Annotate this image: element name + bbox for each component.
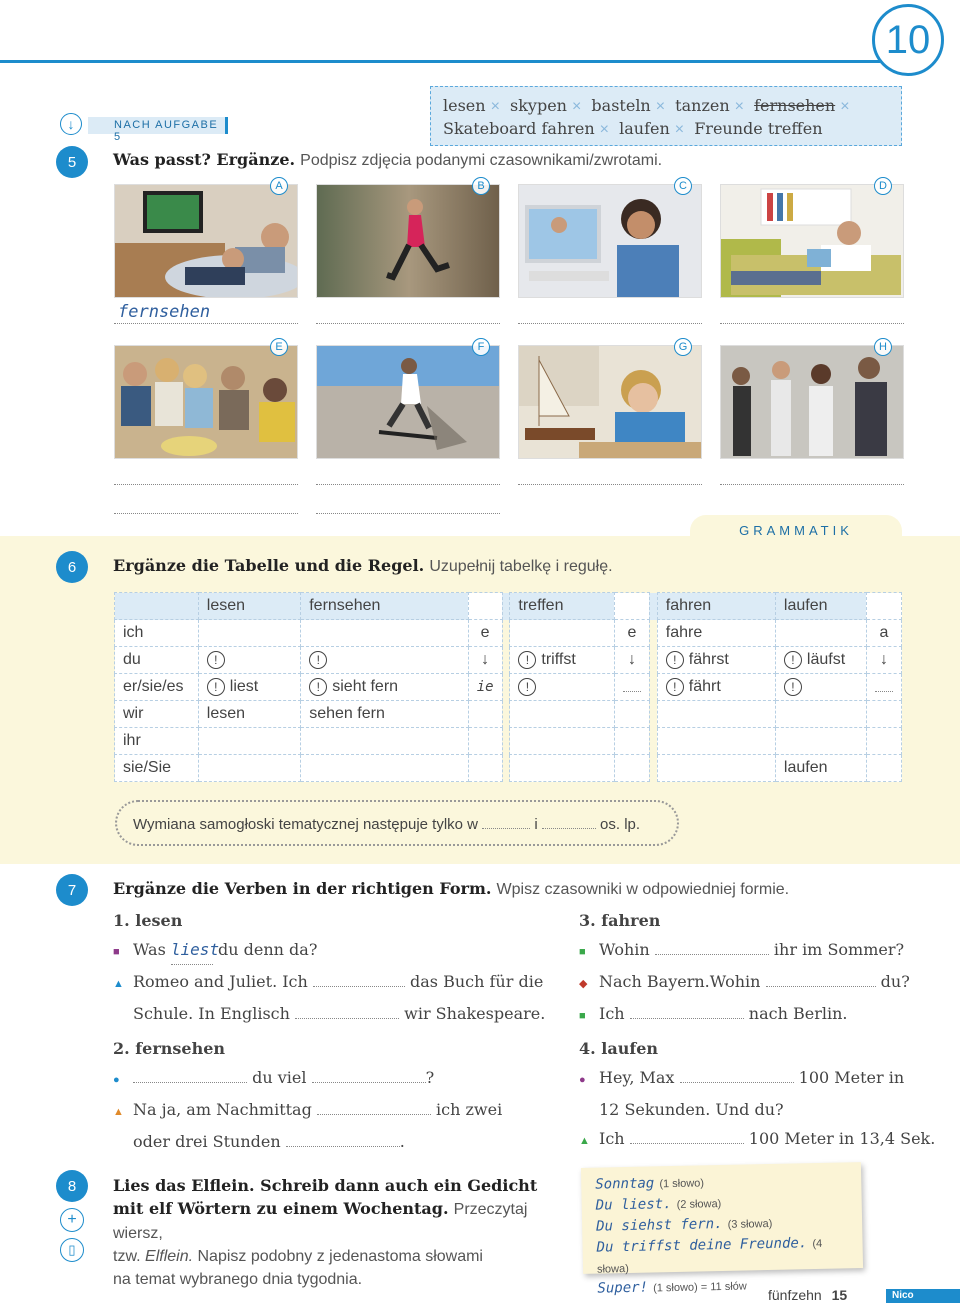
cell-laufen-ihr[interactable] <box>775 728 866 755</box>
pronoun-sie-Sie: sie/Sie <box>115 755 199 782</box>
header-lesen: lesen <box>198 593 300 620</box>
exercise-7-title <box>113 879 789 899</box>
ex8-title-de-1: Lies das Elflein. Schreib dann auch ein Gedicht <box>113 1176 538 1195</box>
cross-icon: × <box>655 98 666 115</box>
cell-laufen-wir[interactable] <box>775 701 866 728</box>
poem-line-3: Du siehst fern. <box>595 1215 723 1235</box>
header-fahren: fahren <box>657 593 775 620</box>
g1-l2a: Romeo and Juliet. Ich <box>133 972 308 991</box>
exclamation-icon: ! <box>207 678 225 696</box>
g2-l1c: ? <box>425 1068 435 1087</box>
photo-d-reading <box>720 184 904 298</box>
g3-l2a: Nach Bayern.Wohin <box>599 972 761 991</box>
cell-treffen-du <box>510 647 615 674</box>
cell-fernsehen-ihr[interactable] <box>301 728 468 755</box>
ex7-group-1 <box>113 906 553 1028</box>
square-bullet-icon: ■ <box>579 946 586 958</box>
g2-title-text: 2. fernsehen <box>113 1039 226 1058</box>
poem-line-5: Super! <box>597 1279 649 1297</box>
g1-answer-liest: liest <box>171 935 213 965</box>
g3-l1a: Wohin <box>599 940 650 959</box>
cell-lesen-du[interactable] <box>198 647 300 674</box>
photo-a-tv <box>114 184 298 298</box>
vowel-blank-laufen[interactable] <box>866 674 901 701</box>
pronoun-ich: ich <box>115 620 199 647</box>
poem-note-2: (2 słowa) <box>676 1198 722 1211</box>
header-rule <box>0 60 880 63</box>
word-lesen: lesen <box>443 96 486 115</box>
exclamation-icon: ! <box>666 678 684 696</box>
exercise-5-number: 5 <box>56 146 88 178</box>
vowel-e-2: e <box>614 620 649 647</box>
g3-l3b: nach Berlin. <box>748 1004 848 1023</box>
cell-fernsehen-du[interactable] <box>301 647 468 674</box>
diamond-bullet-icon: ◆ <box>579 978 588 990</box>
cross-icon: × <box>599 121 610 138</box>
answer-line-h[interactable] <box>720 484 904 485</box>
g3-blank-3[interactable] <box>630 1005 744 1019</box>
answer-line-a <box>114 323 298 324</box>
triangle-bullet-icon: ▲ <box>579 1135 590 1147</box>
arrow-down-icon: ↓ <box>866 647 901 674</box>
header-laufen: laufen <box>775 593 866 620</box>
lesen-er-value: liest <box>229 678 259 696</box>
ex7-g1-title <box>113 906 553 935</box>
answer-line-f[interactable] <box>316 484 500 485</box>
table-row <box>115 674 902 701</box>
exclamation-icon: ! <box>309 678 327 696</box>
rule-text-1: Wymiana samogłoski tematycznej następuje tylko w <box>133 816 479 833</box>
vowel-a: a <box>866 620 901 647</box>
cross-icon: × <box>734 98 744 115</box>
photo-label-d: D <box>874 177 892 195</box>
g3-title-text: 3. fahren <box>579 911 661 930</box>
photo-c-skype <box>518 184 702 298</box>
g2-l1b: du viel <box>252 1068 307 1087</box>
answer-line-f2[interactable] <box>316 513 500 514</box>
g1-l3a: Schule. In Englisch <box>133 1004 290 1023</box>
ex8-title-pl-2b: Elflein. <box>145 1248 194 1265</box>
page-word: fünfzehn <box>768 1287 822 1303</box>
ex7-group-4 <box>579 1034 939 1156</box>
cell-fahren-sie[interactable] <box>657 755 775 782</box>
fernsehen-er-value: sieht fern <box>332 678 399 696</box>
word-box <box>430 86 902 146</box>
g3-l3a: Ich <box>599 1004 625 1023</box>
arrow-down-icon: ↓ <box>614 647 649 674</box>
ex7-group-2 <box>113 1034 553 1156</box>
g4-l2a: 12 Sekunden. Und du? <box>599 1100 784 1119</box>
g2-l2a: Na ja, am Nachmittag <box>133 1100 312 1119</box>
cell-fernsehen-ich[interactable] <box>301 620 468 647</box>
answer-a: fernsehen <box>118 302 211 322</box>
g1-title-text: 1. lesen <box>113 911 183 930</box>
cell-fahren-er <box>657 674 775 701</box>
cell-lesen-wir: lesen <box>198 701 300 728</box>
arrow-down-circle-icon: ↓ <box>60 113 82 135</box>
cell-laufen-sie: laufen <box>775 755 866 782</box>
cell-fernsehen-wir: sehen fern <box>301 701 468 728</box>
cross-icon: × <box>490 98 500 115</box>
cell-fahren-ihr[interactable] <box>657 728 775 755</box>
ex7-title-pl: Wpisz czasowniki w odpowiedniej formie. <box>496 881 790 898</box>
exercise-8-number: 8 <box>56 1170 88 1202</box>
cell-lesen-sie[interactable] <box>198 755 300 782</box>
g4-l1b: 100 Meter in <box>798 1068 905 1087</box>
word-tanzen: tanzen <box>675 96 730 115</box>
photo-label-g: G <box>674 338 692 356</box>
photo-label-f: F <box>472 338 490 356</box>
g1-l1a: Was <box>133 940 166 959</box>
word-basteln: basteln <box>591 96 651 115</box>
ex6-title-pl: Uzupełnij tabelkę i regułę. <box>429 558 613 575</box>
photo-f-skateboard <box>316 345 500 459</box>
exercise-7-number: 7 <box>56 874 88 906</box>
poem-note-5: (1 słowo) = 11 słów <box>653 1280 747 1295</box>
header-fernsehen: fernsehen <box>301 593 468 620</box>
pronoun-wir: wir <box>115 701 199 728</box>
conjugation-table <box>114 592 902 782</box>
ex8-title-pl-1: Przeczytaj wiersz, <box>113 1201 528 1242</box>
g3-blank-2[interactable] <box>766 973 876 987</box>
answer-line-e2[interactable] <box>114 513 298 514</box>
exclamation-icon: ! <box>207 651 225 669</box>
g1-l3b: wir Shakespeare. <box>404 1004 546 1023</box>
g2-blank-4[interactable] <box>286 1133 400 1147</box>
cell-fernsehen-er <box>301 674 468 701</box>
cell-fahren-du <box>657 647 775 674</box>
exercise-5-title <box>113 150 662 170</box>
ex8-title-pl-3: na temat wybranego dnia tygodnia. <box>113 1271 363 1288</box>
rule-text-2: i <box>534 816 538 833</box>
g2-blank-2[interactable] <box>312 1069 426 1083</box>
cell-treffen-sie[interactable] <box>510 755 615 782</box>
ex7-title-de: Ergänze die Verben in der richtigen Form. <box>113 879 492 898</box>
poem-line-1: Sonntag <box>595 1175 655 1193</box>
g4-blank-2[interactable] <box>630 1130 744 1144</box>
cell-treffen-wir[interactable] <box>510 701 615 728</box>
g2-l3a: oder drei Stunden <box>133 1132 281 1151</box>
page-number: 15 <box>831 1287 848 1303</box>
g2-blank-1[interactable] <box>133 1069 247 1083</box>
photo-label-c: C <box>674 177 692 195</box>
answer-line-b[interactable] <box>316 323 500 324</box>
g1-blank-2[interactable] <box>313 973 405 987</box>
g2-blank-3[interactable] <box>317 1101 431 1115</box>
exercise-6-number: 6 <box>56 551 88 583</box>
treffen-du-value: triffst <box>541 651 576 669</box>
cell-lesen-er <box>198 674 300 701</box>
g2-l2b: ich zwei <box>436 1100 503 1119</box>
pronoun-er-sie-es: er/sie/es <box>115 674 199 701</box>
exclamation-icon: ! <box>784 651 802 669</box>
cell-laufen-du <box>775 647 866 674</box>
character-tag: Nico <box>886 1289 960 1303</box>
cross-icon: × <box>674 121 685 138</box>
rule-blank-1[interactable] <box>482 815 530 829</box>
poem-note-1: (1 słowo) <box>659 1177 705 1191</box>
ex8-title-de-2: mit elf Wörtern zu einem Wochentag. <box>113 1199 449 1218</box>
cross-icon: × <box>840 98 850 115</box>
g4-title-text: 4. laufen <box>579 1039 659 1058</box>
g4-l3a: Ich <box>599 1129 625 1148</box>
exclamation-icon: ! <box>518 678 536 696</box>
grammatik-tab: GRAMMATIK <box>690 515 902 547</box>
answer-line-e[interactable] <box>114 484 298 485</box>
pronoun-ihr: ihr <box>115 728 199 755</box>
g4-blank-1[interactable] <box>680 1069 794 1083</box>
ex5-title-de: Was passt? Ergänze. <box>113 150 296 169</box>
rule-text-3: os. lp. <box>600 816 641 833</box>
cell-treffen-er[interactable] <box>510 674 615 701</box>
table-row <box>115 728 902 755</box>
photo-label-h: H <box>874 338 892 356</box>
cell-lesen-ihr[interactable] <box>198 728 300 755</box>
notebook-icon: ▯ <box>60 1238 84 1262</box>
nach-aufgabe-label: NACH AUFGABE 5 <box>88 117 228 134</box>
cell-treffen-ihr[interactable] <box>510 728 615 755</box>
cell-fernsehen-sie[interactable] <box>301 755 468 782</box>
g4-l1a: Hey, Max <box>599 1068 675 1087</box>
ex5-title-pl: Podpisz zdjęcia podanymi czasownikami/zwrotami. <box>300 152 663 169</box>
ex7-group-3 <box>579 906 939 1031</box>
exclamation-icon: ! <box>784 678 802 696</box>
triangle-bullet-icon: ▲ <box>113 1106 124 1118</box>
word-skateboard: Skateboard fahren <box>443 119 595 138</box>
answer-line-c[interactable] <box>518 323 702 324</box>
table-header-row <box>115 593 902 620</box>
word-laufen: laufen <box>619 119 670 138</box>
rule-blank-2[interactable] <box>542 815 596 829</box>
g1-l2b: das Buch für die <box>410 972 544 991</box>
square-bullet-icon: ■ <box>113 946 120 958</box>
unit-number: 10 <box>872 4 944 76</box>
exercise-8-title <box>113 1174 573 1291</box>
exclamation-icon: ! <box>518 651 536 669</box>
fahren-du-value: fährst <box>688 651 729 669</box>
circle-bullet-icon: ● <box>579 1074 586 1086</box>
exercise-6-title <box>113 556 613 576</box>
g1-blank-3[interactable] <box>295 1005 399 1019</box>
exclamation-icon: ! <box>309 651 327 669</box>
photo-e-friends <box>114 345 298 459</box>
rule-box <box>115 800 679 846</box>
exclamation-icon: ! <box>666 651 684 669</box>
ex8-title-pl-2c: Napisz podobny z jedenastoma słowami <box>197 1248 483 1265</box>
poem-line-2: Du liest. <box>595 1196 672 1214</box>
cell-lesen-ich[interactable] <box>198 620 300 647</box>
poem-note-4: (4 słowa) <box>596 1237 823 1276</box>
answer-line-g[interactable] <box>518 484 702 485</box>
photo-h-dancing <box>720 345 904 459</box>
ex6-title-de: Ergänze die Tabelle und die Regel. <box>113 556 425 575</box>
plus-icon: + <box>60 1208 84 1232</box>
laufen-du-value: läufst <box>806 651 846 669</box>
photo-b-running <box>316 184 500 298</box>
table-row <box>115 755 902 782</box>
vowel-ie: ie <box>468 674 502 701</box>
page-footer <box>768 1287 847 1303</box>
poem-note-3: (3 słowa) <box>727 1217 773 1231</box>
cell-laufen-er[interactable] <box>775 674 866 701</box>
vowel-blank-treffen[interactable] <box>614 674 649 701</box>
circle-bullet-icon: ● <box>113 1074 120 1086</box>
table-row <box>115 620 902 647</box>
answer-line-d[interactable] <box>720 323 904 324</box>
pronoun-du: du <box>115 647 199 674</box>
g3-blank-1[interactable] <box>655 941 769 955</box>
g1-l1b: du denn da? <box>218 940 318 959</box>
photo-g-crafting <box>518 345 702 459</box>
cell-laufen-ich[interactable] <box>775 620 866 647</box>
cell-treffen-ich[interactable] <box>510 620 615 647</box>
g4-l3b: 100 Meter in 13,4 Sek. <box>748 1129 936 1148</box>
g2-l3b: . <box>399 1132 405 1151</box>
triangle-bullet-icon: ▲ <box>113 978 124 990</box>
table-row <box>115 647 902 674</box>
word-skypen: skypen <box>510 96 567 115</box>
g3-l2b: du? <box>880 972 910 991</box>
photo-label-e: E <box>270 338 288 356</box>
cell-fahren-wir[interactable] <box>657 701 775 728</box>
photo-label-b: B <box>472 177 490 195</box>
ex8-title-pl-2a: tzw. <box>113 1248 141 1265</box>
cross-icon: × <box>571 98 582 115</box>
table-row <box>115 701 902 728</box>
word-fernsehen: fernsehen <box>754 96 836 115</box>
poem-line-4: Du triffst deine Freunde. <box>596 1235 808 1256</box>
cell-fahren-ich: fahre <box>657 620 775 647</box>
fahren-er-value: fährt <box>688 678 721 696</box>
word-freunde: Freunde treffen <box>694 119 823 138</box>
g3-l1b: ihr im Sommer? <box>773 940 905 959</box>
arrow-down-icon: ↓ <box>468 647 502 674</box>
vowel-e-1: e <box>468 620 502 647</box>
header-treffen: treffen <box>510 593 615 620</box>
square-bullet-icon: ■ <box>579 1010 586 1022</box>
photo-label-a: A <box>270 177 288 195</box>
